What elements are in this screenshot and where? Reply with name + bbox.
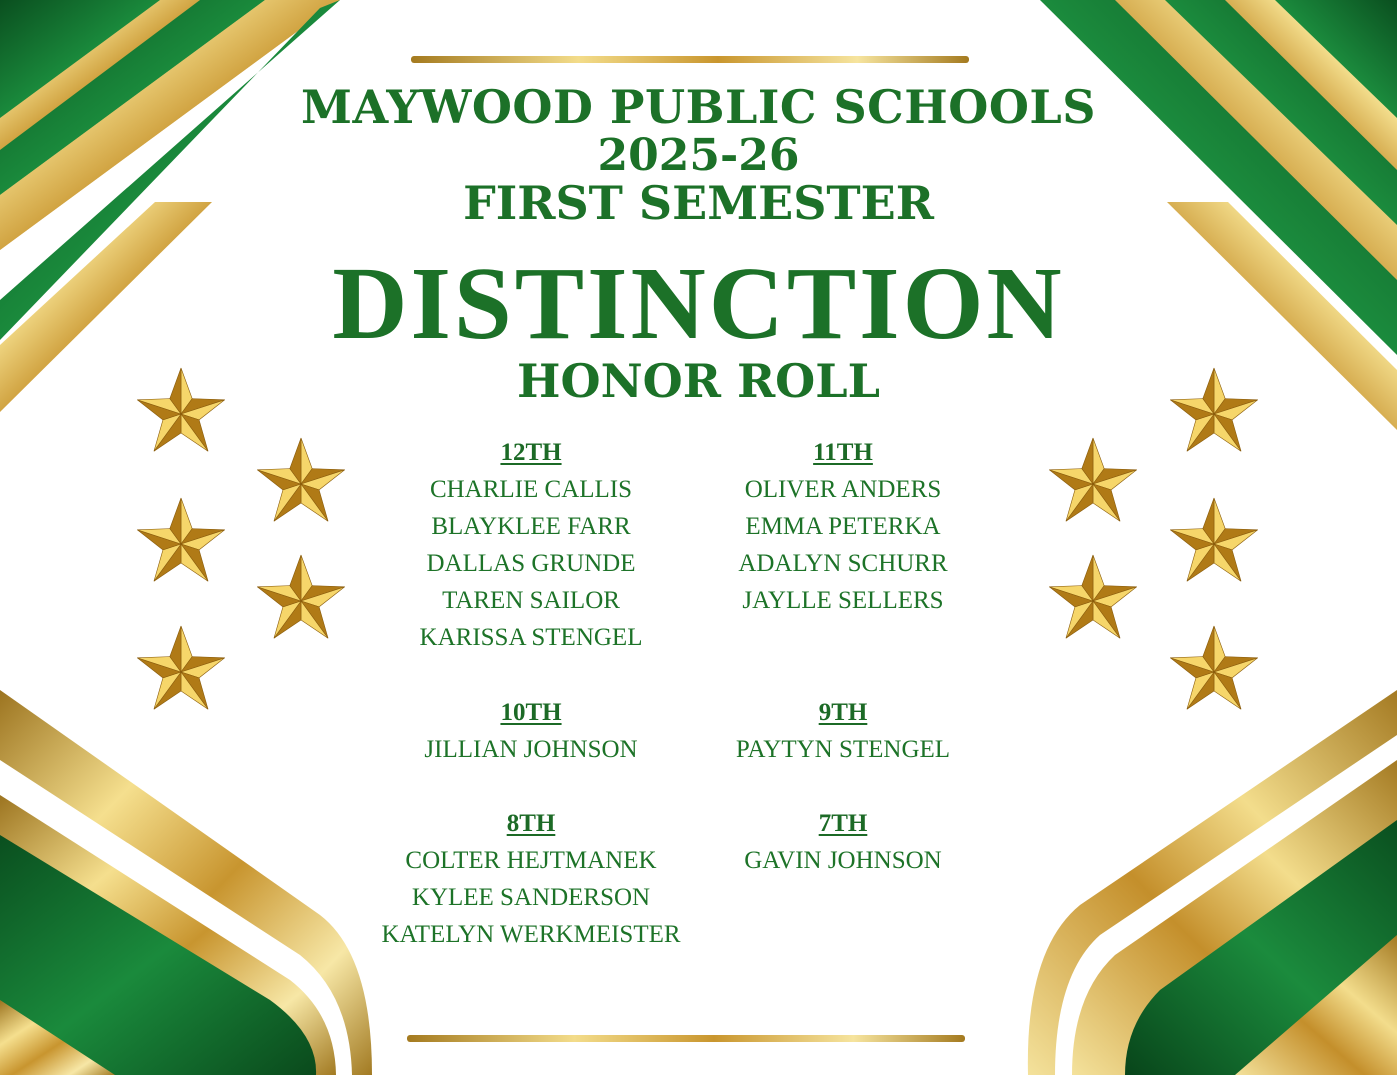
grade-9-block (683, 694, 1003, 768)
gold-star-icon (1166, 622, 1262, 718)
grade-heading: 11TH (813, 439, 873, 466)
bottom-right-ribbons (1028, 690, 1397, 1075)
grade-heading: 12TH (500, 439, 562, 466)
award-title: DISTINCTION (332, 246, 1065, 361)
student-name: CHARLIE CALLIS (429, 476, 633, 503)
grade-12-block (371, 434, 691, 656)
grade-heading: 7TH (818, 810, 868, 837)
gold-star-icon (1045, 434, 1141, 530)
student-name: ADALYN SCHURR (738, 550, 948, 577)
gold-star-icon (253, 434, 349, 530)
grade-11-block (683, 434, 1003, 619)
gold-star-icon (1166, 364, 1262, 460)
gold-star-icon (253, 551, 349, 647)
grade-heading: 10TH (500, 699, 562, 726)
student-name: KATELYN WERKMEISTER (381, 921, 681, 948)
student-name: JAYLLE SELLERS (742, 587, 944, 614)
top-gold-rule (411, 56, 969, 63)
school-name: MAYWOOD PUBLIC SCHOOLS (301, 80, 1096, 134)
student-name: KYLEE SANDERSON (411, 884, 651, 911)
gold-star-icon (133, 364, 229, 460)
grade-heading: 8TH (506, 810, 556, 837)
gold-star-icon (133, 622, 229, 718)
grade-7-block (683, 805, 1003, 879)
bottom-left-ribbons (0, 690, 372, 1075)
student-name: KARISSA STENGEL (419, 624, 643, 651)
bottom-gold-rule (407, 1035, 965, 1042)
student-name: EMMA PETERKA (745, 513, 941, 540)
student-name: PAYTYN STENGEL (735, 736, 951, 763)
gold-star-icon (1166, 494, 1262, 590)
grade-8-block (371, 805, 691, 953)
semester-title: FIRST SEMESTER (463, 176, 934, 230)
student-name: JILLIAN JOHNSON (424, 736, 638, 763)
student-name: DALLAS GRUNDE (426, 550, 636, 577)
student-name: TAREN SAILOR (442, 587, 620, 614)
student-name: OLIVER ANDERS (744, 476, 942, 503)
gold-star-icon (133, 494, 229, 590)
student-name: COLTER HEJTMANEK (405, 847, 657, 874)
grade-10-block (371, 694, 691, 768)
grade-heading: 9TH (818, 699, 868, 726)
gold-star-icon (1045, 551, 1141, 647)
school-year: 2025-26 (597, 130, 800, 181)
student-name: GAVIN JOHNSON (744, 847, 942, 874)
student-name: BLAYKLEE FARR (431, 513, 631, 540)
honor-roll-subtitle: HONOR ROLL (517, 354, 880, 408)
